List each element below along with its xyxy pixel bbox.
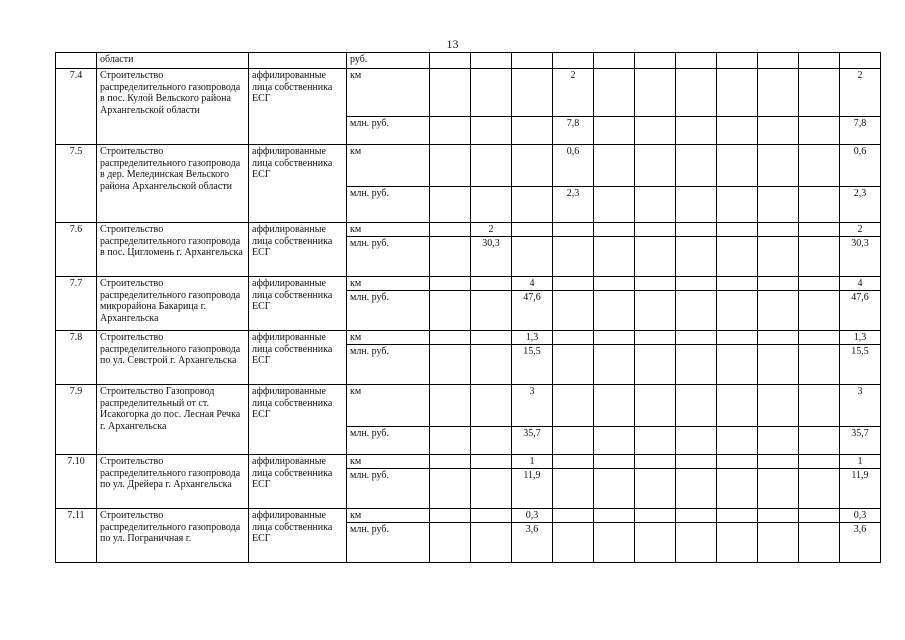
value-cell	[635, 385, 676, 427]
project-name: области	[97, 53, 249, 69]
value-cell	[594, 427, 635, 455]
unit: млн. руб.	[347, 117, 430, 145]
value-cell	[594, 145, 635, 187]
value-cell	[594, 237, 635, 277]
table-row	[56, 455, 881, 469]
value-cell	[758, 331, 799, 345]
value-cell	[512, 145, 553, 187]
value-cell	[471, 117, 512, 145]
unit: км	[347, 223, 430, 237]
unit: млн. руб.	[347, 187, 430, 223]
value-cell	[594, 523, 635, 563]
value-cell	[717, 331, 758, 345]
unit: млн. руб.	[347, 523, 430, 563]
value-cell: 35,7	[512, 427, 553, 455]
value-cell	[717, 277, 758, 291]
value-cell: 0,6	[553, 145, 594, 187]
value-cell	[430, 53, 471, 69]
value-cell	[430, 117, 471, 145]
value-cell	[430, 345, 471, 385]
value-cell	[553, 523, 594, 563]
value-cell	[512, 53, 553, 69]
value-cell: 1,3	[512, 331, 553, 345]
project-name: Строительство распределительного газопровода в дер. Мелединская Вельского района Архангельской области	[97, 145, 249, 223]
project-name: Строительство распределительного газопровода в пос. Кулой Вельского района Архангельской области	[97, 69, 249, 145]
value-cell	[799, 223, 840, 237]
value-cell	[717, 69, 758, 117]
value-cell: 15,5	[512, 345, 553, 385]
participant: аффилированные лица собственника ЕСГ	[249, 455, 347, 509]
table-row	[56, 223, 881, 237]
value-cell	[676, 69, 717, 117]
value-cell	[553, 291, 594, 331]
row-number: 7.9	[56, 385, 97, 455]
value-cell	[471, 509, 512, 523]
value-cell	[676, 223, 717, 237]
participant: аффилированные лица собственника ЕСГ	[249, 385, 347, 455]
row-number: 7.5	[56, 145, 97, 223]
row-number: 7.10	[56, 455, 97, 509]
value-cell	[553, 331, 594, 345]
total-cell: 47,6	[840, 291, 881, 331]
unit: млн. руб.	[347, 237, 430, 277]
value-cell	[594, 277, 635, 291]
participant: аффилированные лица собственника ЕСГ	[249, 509, 347, 563]
value-cell	[594, 117, 635, 145]
value-cell	[471, 53, 512, 69]
value-cell	[717, 469, 758, 509]
value-cell	[758, 509, 799, 523]
participant	[249, 53, 347, 69]
participant: аффилированные лица собственника ЕСГ	[249, 223, 347, 277]
value-cell	[758, 427, 799, 455]
value-cell	[758, 69, 799, 117]
project-name: Строительство распределительного газопровода по ул. Пограничная г.	[97, 509, 249, 563]
value-cell	[471, 291, 512, 331]
value-cell	[635, 455, 676, 469]
unit: км	[347, 69, 430, 117]
value-cell	[635, 331, 676, 345]
value-cell	[430, 427, 471, 455]
value-cell	[717, 427, 758, 455]
value-cell	[717, 223, 758, 237]
row-number: 7.6	[56, 223, 97, 277]
value-cell	[635, 277, 676, 291]
value-cell	[553, 509, 594, 523]
value-cell	[430, 187, 471, 223]
value-cell	[799, 469, 840, 509]
value-cell	[676, 523, 717, 563]
value-cell: 3,6	[512, 523, 553, 563]
value-cell	[717, 187, 758, 223]
value-cell	[758, 277, 799, 291]
value-cell	[553, 469, 594, 509]
value-cell	[676, 277, 717, 291]
value-cell	[799, 291, 840, 331]
unit: млн. руб.	[347, 291, 430, 331]
value-cell	[758, 223, 799, 237]
value-cell	[635, 469, 676, 509]
value-cell	[676, 291, 717, 331]
investment-table	[55, 52, 881, 563]
value-cell	[512, 237, 553, 277]
value-cell	[717, 237, 758, 277]
value-cell	[758, 469, 799, 509]
value-cell: 7,8	[553, 117, 594, 145]
total-cell: 30,3	[840, 237, 881, 277]
value-cell	[676, 117, 717, 145]
value-cell	[717, 509, 758, 523]
value-cell	[799, 53, 840, 69]
value-cell	[430, 455, 471, 469]
value-cell	[676, 469, 717, 509]
participant: аффилированные лица собственника ЕСГ	[249, 145, 347, 223]
value-cell	[717, 345, 758, 385]
value-cell: 2	[553, 69, 594, 117]
total-cell: 0,6	[840, 145, 881, 187]
value-cell	[553, 223, 594, 237]
value-cell	[594, 53, 635, 69]
value-cell	[635, 145, 676, 187]
value-cell	[799, 385, 840, 427]
value-cell: 30,3	[471, 237, 512, 277]
value-cell	[799, 145, 840, 187]
value-cell	[635, 427, 676, 455]
unit: млн. руб.	[347, 427, 430, 455]
value-cell	[553, 237, 594, 277]
continued-row	[56, 53, 881, 69]
value-cell: 1	[512, 455, 553, 469]
participant: аффилированные лица собственника ЕСГ	[249, 69, 347, 145]
row-number: 7.8	[56, 331, 97, 385]
value-cell	[430, 145, 471, 187]
value-cell	[553, 385, 594, 427]
value-cell	[758, 455, 799, 469]
table-row	[56, 331, 881, 345]
value-cell: 3	[512, 385, 553, 427]
participant: аффилированные лица собственника ЕСГ	[249, 277, 347, 331]
value-cell	[758, 187, 799, 223]
value-cell	[635, 187, 676, 223]
value-cell	[594, 291, 635, 331]
total-cell: 1,3	[840, 331, 881, 345]
project-name: Строительство распределительного газопровода по ул. Дрейера г. Архангельска	[97, 455, 249, 509]
total-cell: 15,5	[840, 345, 881, 385]
value-cell	[676, 187, 717, 223]
total-cell: 3,6	[840, 523, 881, 563]
project-name: Строительство распределительного газопровода по ул. Севстрой г. Архангельска	[97, 331, 249, 385]
value-cell	[758, 145, 799, 187]
total-cell: 1	[840, 455, 881, 469]
unit: км	[347, 277, 430, 291]
value-cell	[471, 427, 512, 455]
project-name: Строительство Газопровод распределительный от ст. Исакогорка до пос. Лесная Речка г. Архангельска	[97, 385, 249, 455]
value-cell	[799, 237, 840, 277]
total-cell: 2	[840, 223, 881, 237]
value-cell	[430, 69, 471, 117]
page-number: 13	[446, 37, 459, 51]
total-cell: 7,8	[840, 117, 881, 145]
value-cell	[471, 187, 512, 223]
value-cell	[676, 145, 717, 187]
value-cell	[717, 523, 758, 563]
value-cell	[594, 345, 635, 385]
value-cell	[594, 469, 635, 509]
value-cell	[717, 117, 758, 145]
value-cell	[430, 523, 471, 563]
value-cell	[676, 427, 717, 455]
value-cell	[471, 145, 512, 187]
unit: млн. руб.	[347, 345, 430, 385]
unit: км	[347, 331, 430, 345]
value-cell	[553, 277, 594, 291]
unit: км	[347, 455, 430, 469]
value-cell	[471, 523, 512, 563]
value-cell	[553, 427, 594, 455]
participant: аффилированные лица собственника ЕСГ	[249, 331, 347, 385]
value-cell	[430, 237, 471, 277]
value-cell	[430, 331, 471, 345]
unit: км	[347, 509, 430, 523]
unit: км	[347, 385, 430, 427]
value-cell	[799, 117, 840, 145]
value-cell	[717, 455, 758, 469]
value-cell	[512, 117, 553, 145]
value-cell	[676, 345, 717, 385]
value-cell	[594, 187, 635, 223]
value-cell	[594, 455, 635, 469]
value-cell	[676, 331, 717, 345]
value-cell	[430, 469, 471, 509]
value-cell	[430, 509, 471, 523]
value-cell	[758, 291, 799, 331]
value-cell	[635, 509, 676, 523]
value-cell	[676, 455, 717, 469]
value-cell	[471, 277, 512, 291]
value-cell	[758, 345, 799, 385]
value-cell	[758, 117, 799, 145]
value-cell	[594, 331, 635, 345]
value-cell	[594, 223, 635, 237]
value-cell	[635, 345, 676, 385]
row-number: 7.7	[56, 277, 97, 331]
value-cell	[799, 345, 840, 385]
value-cell	[430, 277, 471, 291]
value-cell	[635, 223, 676, 237]
value-cell	[512, 187, 553, 223]
value-cell: 2,3	[553, 187, 594, 223]
value-cell: 0,3	[512, 509, 553, 523]
value-cell	[758, 237, 799, 277]
value-cell	[676, 385, 717, 427]
total-cell: 0,3	[840, 509, 881, 523]
value-cell	[676, 509, 717, 523]
value-cell	[635, 53, 676, 69]
value-cell	[430, 385, 471, 427]
value-cell	[512, 69, 553, 117]
value-cell	[758, 53, 799, 69]
value-cell	[717, 53, 758, 69]
table-row	[56, 69, 881, 117]
value-cell	[594, 509, 635, 523]
value-cell	[717, 291, 758, 331]
value-cell	[594, 69, 635, 117]
value-cell	[512, 223, 553, 237]
value-cell	[717, 145, 758, 187]
value-cell	[635, 237, 676, 277]
unit: млн. руб.	[347, 469, 430, 509]
value-cell	[471, 455, 512, 469]
total-cell: 2	[840, 69, 881, 117]
value-cell	[799, 187, 840, 223]
value-cell	[799, 427, 840, 455]
value-cell	[635, 291, 676, 331]
value-cell	[799, 509, 840, 523]
row-number: 7.4	[56, 69, 97, 145]
value-cell	[717, 385, 758, 427]
table-row	[56, 509, 881, 523]
value-cell	[799, 455, 840, 469]
project-name: Строительство распределительного газопровода микрорайона Бакарица г. Архангельска	[97, 277, 249, 331]
value-cell	[799, 69, 840, 117]
value-cell	[758, 385, 799, 427]
total-cell: 2,3	[840, 187, 881, 223]
value-cell	[799, 331, 840, 345]
value-cell	[471, 385, 512, 427]
row-number: 7.11	[56, 509, 97, 563]
value-cell	[471, 469, 512, 509]
value-cell	[553, 345, 594, 385]
value-cell	[758, 523, 799, 563]
total-cell: 11,9	[840, 469, 881, 509]
table-row	[56, 385, 881, 427]
value-cell: 2	[471, 223, 512, 237]
total-cell	[840, 53, 881, 69]
value-cell	[635, 523, 676, 563]
row-number	[56, 53, 97, 69]
value-cell	[471, 331, 512, 345]
value-cell	[635, 117, 676, 145]
value-cell	[799, 277, 840, 291]
value-cell	[594, 385, 635, 427]
value-cell	[676, 237, 717, 277]
unit: км	[347, 145, 430, 187]
value-cell	[553, 53, 594, 69]
value-cell	[430, 223, 471, 237]
unit: руб.	[347, 53, 430, 69]
value-cell	[553, 455, 594, 469]
value-cell	[471, 69, 512, 117]
total-cell: 3	[840, 385, 881, 427]
total-cell: 4	[840, 277, 881, 291]
value-cell	[635, 69, 676, 117]
project-name: Строительство распределительного газопровода в пос. Цигломень г. Архангельска	[97, 223, 249, 277]
value-cell	[471, 345, 512, 385]
value-cell	[430, 291, 471, 331]
total-cell: 35,7	[840, 427, 881, 455]
value-cell: 47,6	[512, 291, 553, 331]
table-row	[56, 145, 881, 187]
value-cell	[676, 53, 717, 69]
value-cell: 11,9	[512, 469, 553, 509]
table-row	[56, 277, 881, 291]
value-cell	[799, 523, 840, 563]
value-cell: 4	[512, 277, 553, 291]
